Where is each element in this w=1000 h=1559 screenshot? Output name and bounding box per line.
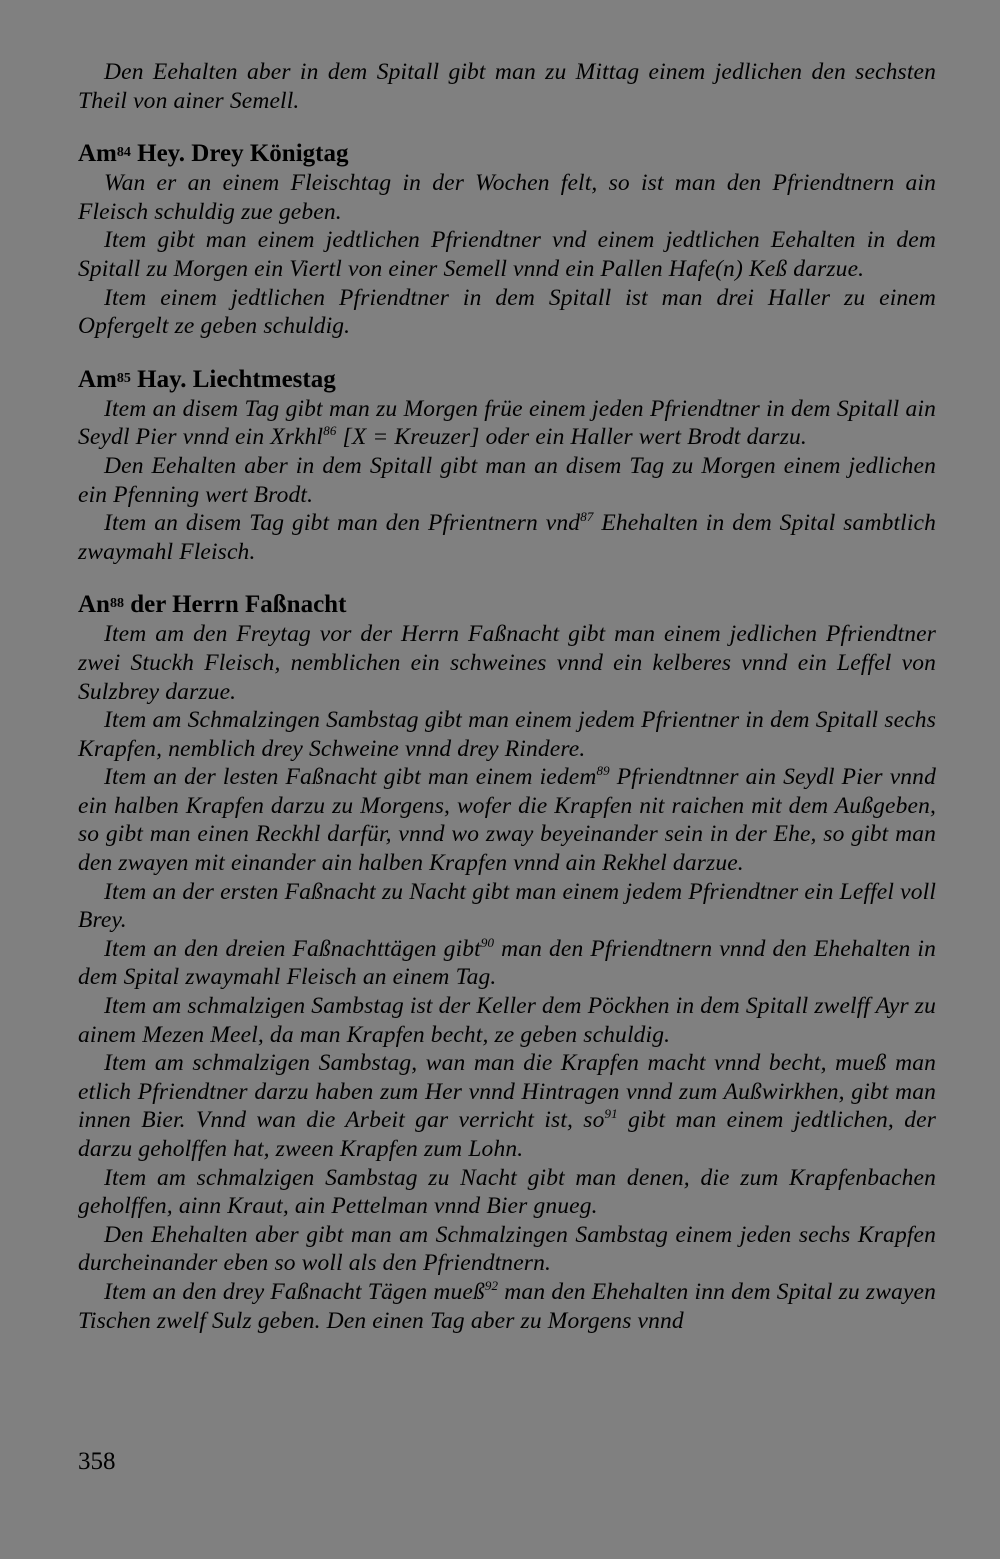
paragraph-text: man den Pfriendtnern vnnd den Ehehalten in dem Spital zwaymahl Fleisch an einem Tag. [78,935,937,991]
paragraph [78,226,936,283]
paragraph [78,935,936,992]
section [78,139,936,341]
paragraph [78,1278,936,1335]
footnote-ref: 89 [596,763,610,779]
paragraph [78,763,936,877]
paragraph [78,452,936,509]
paragraph [78,395,936,452]
section [78,590,936,1335]
footnote-ref: 85 [116,370,131,386]
heading-title: Hey. Drey Königtag [130,140,349,168]
paragraph [78,58,936,115]
section [78,365,936,567]
footnote-ref: 87 [580,509,594,525]
footnote-ref: 91 [604,1106,618,1122]
footnote-ref: 92 [484,1278,499,1294]
paragraph-text: Item an den dreien Faßnachttägen gibt [104,935,481,962]
page-body [78,58,936,1335]
paragraph-text: Item gibt man einem jedtlichen Pfriendtner vnd einem jedtlichen Eehalten in dem Spitall zu Morgen ein Viertl von einer Semell vnnd ein Pallen Hafe(n) Keß darzue. [78,227,936,282]
paragraph-text: Ehehalten in dem Spital sambtlich zwaymahl Fleisch. [78,510,936,565]
paragraph-text: Item an disem Tag gibt man zu Morgen früe einem jeden Pfriendtner in dem Spitall ain Seydl Pier vnnd ein Xrkhl [78,395,936,451]
paragraph [78,878,936,935]
paragraph [78,620,936,706]
paragraph-text: Item an disem Tag gibt man den Pfrientnern vnd [104,510,581,537]
paragraph [78,509,936,566]
paragraph [78,169,936,226]
paragraph-text: Item am schmalzigen Sambstag ist der Keller dem Pöckhen in dem Spitall zwelff Ayr zu ainem Mezen Meel, da man Krapfen becht, ze geben schuldig. [78,993,936,1048]
footnote-ref: 88 [109,596,124,612]
paragraph-text: man den Ehehalten inn dem Spital zu zwayen Tischen zwelf Sulz geben. Den einen Tag aber zu Morgens vnnd [78,1278,937,1334]
section-heading [78,139,936,169]
paragraph-text: Den Eehalten aber in dem Spitall gibt man an disem Tag zu Morgen einem jedlichen ein Pfenning wert Brodt. [78,452,936,508]
paragraph-text: Item an den drey Faßnacht Tägen mueß [104,1278,485,1305]
section-heading [78,365,936,395]
paragraph [78,1049,936,1163]
paragraph-text: [X = Kreuzer] oder ein Haller wert Brodt darzu. [336,424,807,451]
page-number: 358 [78,1448,116,1475]
section-heading [78,590,936,620]
paragraph [78,706,936,763]
paragraph [78,1164,936,1221]
paragraph-text: Item an der lesten Faßnacht gibt man einem iedem [104,764,597,791]
footnote-ref: 86 [323,423,337,439]
paragraph-text: Pfriendtnner ain Seydl Pier vnnd ein halben Krapfen darzu zu Morgens, wofer die Krapfen nit raichen mit dem Außgeben, so gibt man einen Reckhl darfür, vnnd wo zway beyeinander sein in der Ehe, so gibt man den zwayen mit einander ain halben Krapfen vnnd ain Rekhel darzue. [78,764,936,877]
footnote-ref: 90 [480,935,495,951]
paragraph-text: Item am den Freytag vor der Herrn Faßnacht gibt man einem jedlichen Pfriendtner zwei Stuckh Fleisch, nemblichen ein schweines vnnd ein kelberes vnnd ein Leffel von Sulzbrey darzue. [78,621,936,705]
paragraph-text: gibt man einem jedtlichen, der darzu geholffen hat, zween Krapfen zum Lohn. [78,1107,936,1162]
heading-prefix: Am [78,140,117,168]
paragraph-text: Den Ehehalten aber gibt man am Schmalzingen Sambstag einem jeden sechs Krapfen durcheinander eben so woll als den Pfriendtnern. [78,1221,936,1277]
paragraph-text: Item einem jedtlichen Pfriendtner in dem Spitall ist man drei Haller zu einem Opfergelt ze geben schuldig. [78,284,936,340]
paragraph [78,284,936,341]
paragraph [78,1221,936,1278]
paragraph-text: Item an der ersten Faßnacht zu Nacht gibt man einem jedem Pfriendtner ein Leffel voll Brey. [78,878,936,934]
heading-prefix: An [78,591,110,619]
paragraph-text: Item am schmalzigen Sambstag, wan man die Krapfen macht vnnd becht, mueß man etlich Pfriendtner darzu haben zum Her vnnd Hintragen vnnd zum Außwirkhen, gibt man innen Bier. Vnnd wan die Arbeit gar verricht ist, so [78,1050,936,1134]
paragraph-text: Item am Schmalzingen Sambstag gibt man einem jedem Pfrientner in dem Spitall sechs Krapfen, nemblich drey Schweine vnnd drey Rindere. [78,707,936,762]
heading-prefix: Am [78,365,117,393]
paragraph-text: Item am schmalzigen Sambstag zu Nacht gibt man denen, die zum Krapfenbachen geholffen, ainn Kraut, ain Pettelman vnnd Bier gnueg. [78,1164,936,1220]
section [78,58,936,115]
paragraph-text: Den Eehalten aber in dem Spitall gibt man zu Mittag einem jedlichen den sechsten Theil von ainer Semell. [78,59,936,114]
heading-title: der Herrn Faßnacht [123,591,347,619]
paragraph-text: Wan er an einem Fleischtag in der Wochen felt, so ist man den Pfriendtnern ain Fleisch schuldig zue geben. [78,170,936,225]
footnote-ref: 84 [116,145,131,161]
heading-title: Hay. Liechtmestag [130,365,336,393]
paragraph [78,992,936,1049]
